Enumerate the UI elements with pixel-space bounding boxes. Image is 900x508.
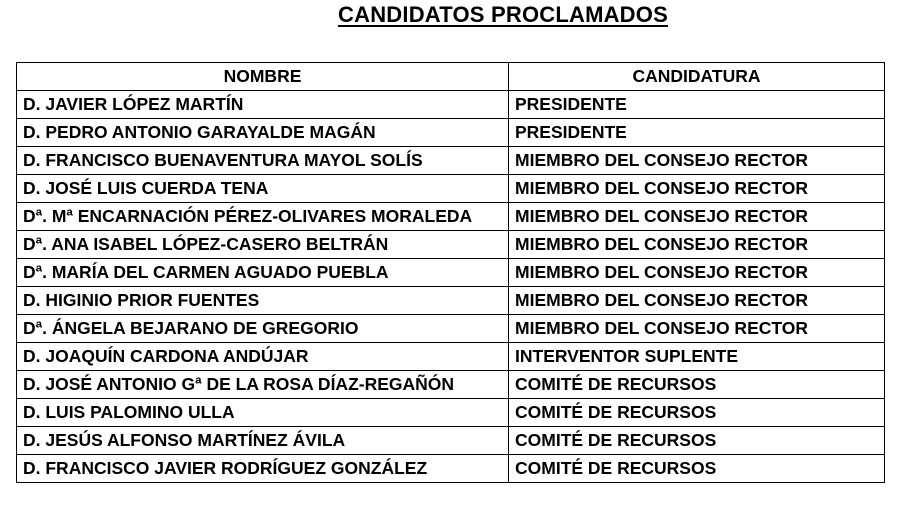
candidacy: PRESIDENTE xyxy=(509,91,885,119)
column-header-candidatura: CANDIDATURA xyxy=(509,63,885,91)
candidacy: MIEMBRO DEL CONSEJO RECTOR xyxy=(509,287,885,315)
table-row xyxy=(17,343,885,371)
column-header-nombre: NOMBRE xyxy=(17,63,509,91)
candidacy: PRESIDENTE xyxy=(509,119,885,147)
table-row xyxy=(17,231,885,259)
table-row xyxy=(17,91,885,119)
table-header-row xyxy=(17,63,885,91)
table-row xyxy=(17,203,885,231)
candidate-name: Dª. ANA ISABEL LÓPEZ-CASERO BELTRÁN xyxy=(17,231,509,259)
table-row xyxy=(17,119,885,147)
candidacy: COMITÉ DE RECURSOS xyxy=(509,371,885,399)
table-row xyxy=(17,399,885,427)
table-row xyxy=(17,315,885,343)
candidates-table xyxy=(16,62,885,483)
candidacy: INTERVENTOR SUPLENTE xyxy=(509,343,885,371)
candidacy: MIEMBRO DEL CONSEJO RECTOR xyxy=(509,147,885,175)
table-row xyxy=(17,287,885,315)
table-row xyxy=(17,259,885,287)
candidate-name: D. JOSÉ ANTONIO Gª DE LA ROSA DÍAZ-REGAÑÓN xyxy=(17,371,509,399)
candidate-name: D. FRANCISCO JAVIER RODRÍGUEZ GONZÁLEZ xyxy=(17,455,509,483)
candidate-name: D. HIGINIO PRIOR FUENTES xyxy=(17,287,509,315)
candidacy: COMITÉ DE RECURSOS xyxy=(509,399,885,427)
candidacy: MIEMBRO DEL CONSEJO RECTOR xyxy=(509,315,885,343)
candidate-name: Dª. Mª ENCARNACIÓN PÉREZ-OLIVARES MORALEDA xyxy=(17,203,509,231)
candidate-name: D. JESÚS ALFONSO MARTÍNEZ ÁVILA xyxy=(17,427,509,455)
table-row xyxy=(17,147,885,175)
page-title: CANDIDATOS PROCLAMADOS xyxy=(338,2,668,27)
candidate-name: D. FRANCISCO BUENAVENTURA MAYOL SOLÍS xyxy=(17,147,509,175)
candidate-name: D. JOAQUÍN CARDONA ANDÚJAR xyxy=(17,343,509,371)
table-row xyxy=(17,371,885,399)
candidacy: MIEMBRO DEL CONSEJO RECTOR xyxy=(509,175,885,203)
table-row xyxy=(17,427,885,455)
candidacy: MIEMBRO DEL CONSEJO RECTOR xyxy=(509,259,885,287)
candidate-name: D. PEDRO ANTONIO GARAYALDE MAGÁN xyxy=(17,119,509,147)
candidacy: MIEMBRO DEL CONSEJO RECTOR xyxy=(509,203,885,231)
candidacy: COMITÉ DE RECURSOS xyxy=(509,455,885,483)
candidacy: COMITÉ DE RECURSOS xyxy=(509,427,885,455)
table-body xyxy=(17,91,885,483)
candidate-name: D. JOSÉ LUIS CUERDA TENA xyxy=(17,175,509,203)
candidate-name: D. JAVIER LÓPEZ MARTÍN xyxy=(17,91,509,119)
candidate-name: Dª. ÁNGELA BEJARANO DE GREGORIO xyxy=(17,315,509,343)
table-row xyxy=(17,455,885,483)
candidate-name: Dª. MARÍA DEL CARMEN AGUADO PUEBLA xyxy=(17,259,509,287)
candidacy: MIEMBRO DEL CONSEJO RECTOR xyxy=(509,231,885,259)
candidate-name: D. LUIS PALOMINO ULLA xyxy=(17,399,509,427)
table-row xyxy=(17,175,885,203)
